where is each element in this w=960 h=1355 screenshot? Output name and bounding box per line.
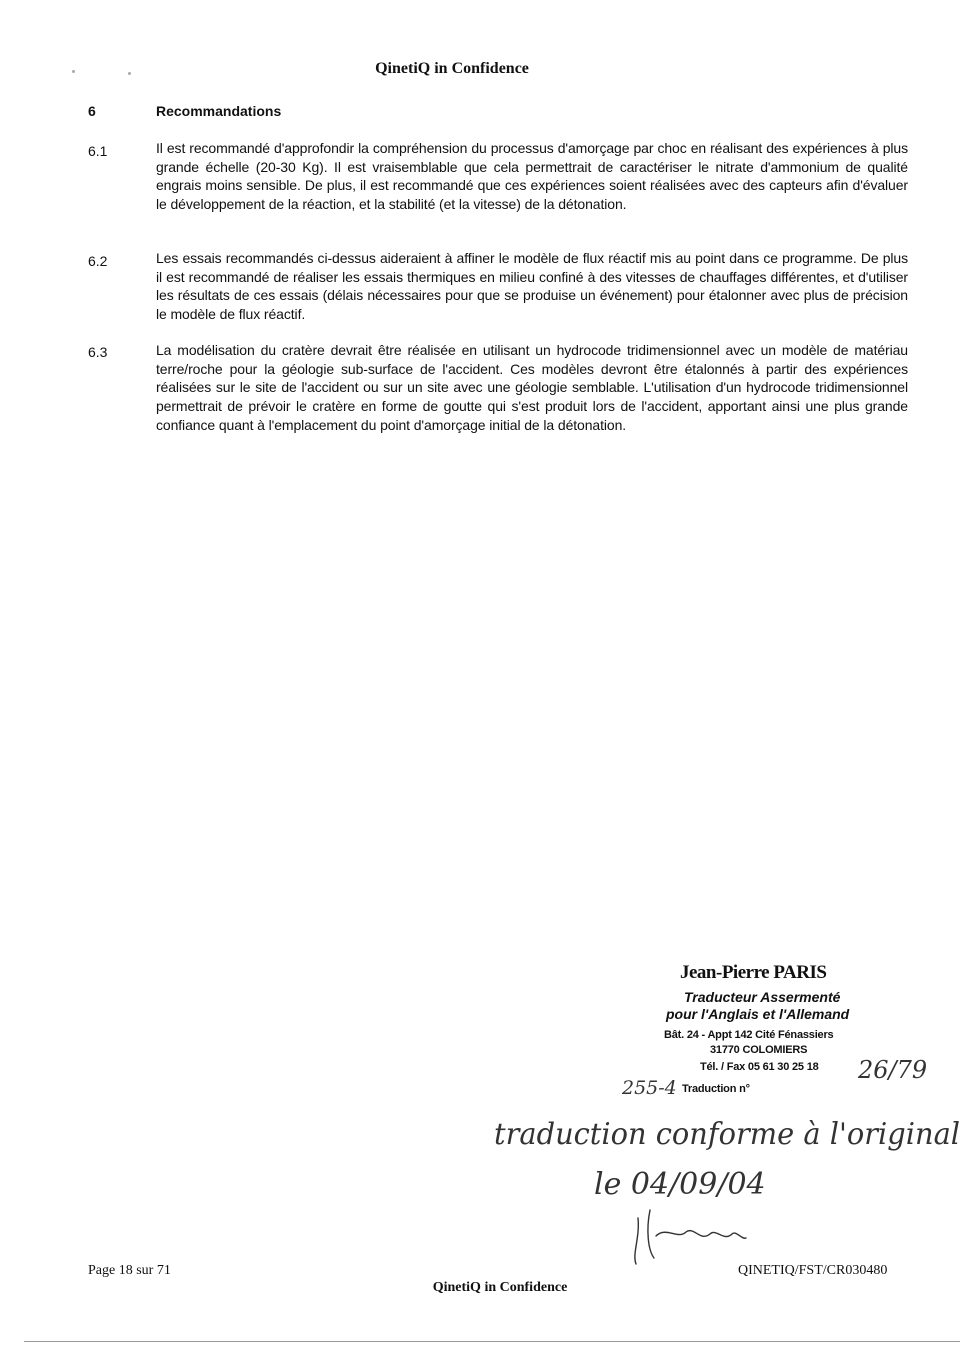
handwritten-date: le 04/09/04	[594, 1167, 766, 1202]
footer-reference: QINETIQ/FST/CR030480	[738, 1263, 888, 1278]
section-title: Recommandations	[156, 103, 282, 119]
translation-number-label: Traduction n°	[682, 1083, 750, 1095]
translator-address: Bât. 24 - Appt 142 Cité Fénassiers	[664, 1029, 834, 1041]
translator-city: 31770 COLOMIERS	[710, 1044, 808, 1056]
signature-stroke	[656, 1231, 746, 1239]
paragraph-text: Il est recommandé d'approfondir la compréhension du processus d'amorçage par choc en réalisant des expériences à plus grande échelle (20-30 Kg). Il est vraisemblable que cela permettrait de caractériser le nitrate d'ammonium de qualité engrais moins sensible. De plus, il est recommandé que ces expériences soient réalisées avec des capteurs afin d'évaluer le développement de la réaction, et la stabilité (et la vitesse) de la détonation.	[156, 140, 908, 213]
paragraph-number: 6.3	[88, 344, 108, 360]
footer-confidentiality: QinetiQ in Confidence	[432, 1280, 568, 1295]
paragraph-number: 6.2	[88, 253, 108, 269]
translator-role: Traducteur Assermenté	[684, 989, 841, 1005]
translator-phone: Tél. / Fax 05 61 30 25 18	[700, 1061, 819, 1073]
section-number: 6	[88, 103, 96, 119]
handwritten-translation-number: 255-4	[622, 1077, 677, 1099]
signature-stroke	[635, 1218, 638, 1264]
translator-languages: pour l'Anglais et l'Allemand	[666, 1006, 850, 1022]
paragraph-number: 6.1	[88, 143, 108, 159]
signature-stroke	[648, 1210, 654, 1258]
paragraph-text: La modélisation du cratère devrait être réalisée en utilisant un hydrocode tridimensionnel avec un modèle de matériau terre/roche pour la géologie sub-surface de l'accident. Ces modèles devront être étalonnés à partir des expériences réalisées sur le site de l'accident ou sur un site avec une géologie semblable. L'utilisation d'un hydrocode tridimensionnel permettrait de prévoir le cratère en forme de goutte qui s'est produit lors de l'accident, apportant ainsi une plus grande confiance quant à l'emplacement du point d'amorçage initial de la détonation.	[156, 342, 908, 433]
handwritten-page-count: 26/79	[858, 1056, 928, 1084]
footer-page-number: Page 18 sur 71	[88, 1263, 171, 1278]
header-confidentiality: QinetiQ in Confidence	[375, 60, 529, 77]
translator-name: Jean-Pierre PARIS	[680, 962, 827, 983]
bottom-rule	[24, 1341, 960, 1342]
paragraph-text: Les essais recommandés ci-dessus aideraient à affiner le modèle de flux réactif mis au point dans ce programme. De plus il est recommandé de réaliser les essais thermiques en milieu confiné à des vitesses de chauffages différentes, et d'utiliser les résultats de ces essais (délais nécessaires pour que se produise un événement) pour étalonner avec plus de précision le modèle de flux réactif.	[156, 250, 908, 323]
handwritten-annotations	[480, 1050, 960, 1270]
handwritten-certification: traduction conforme à l'original	[494, 1117, 960, 1152]
